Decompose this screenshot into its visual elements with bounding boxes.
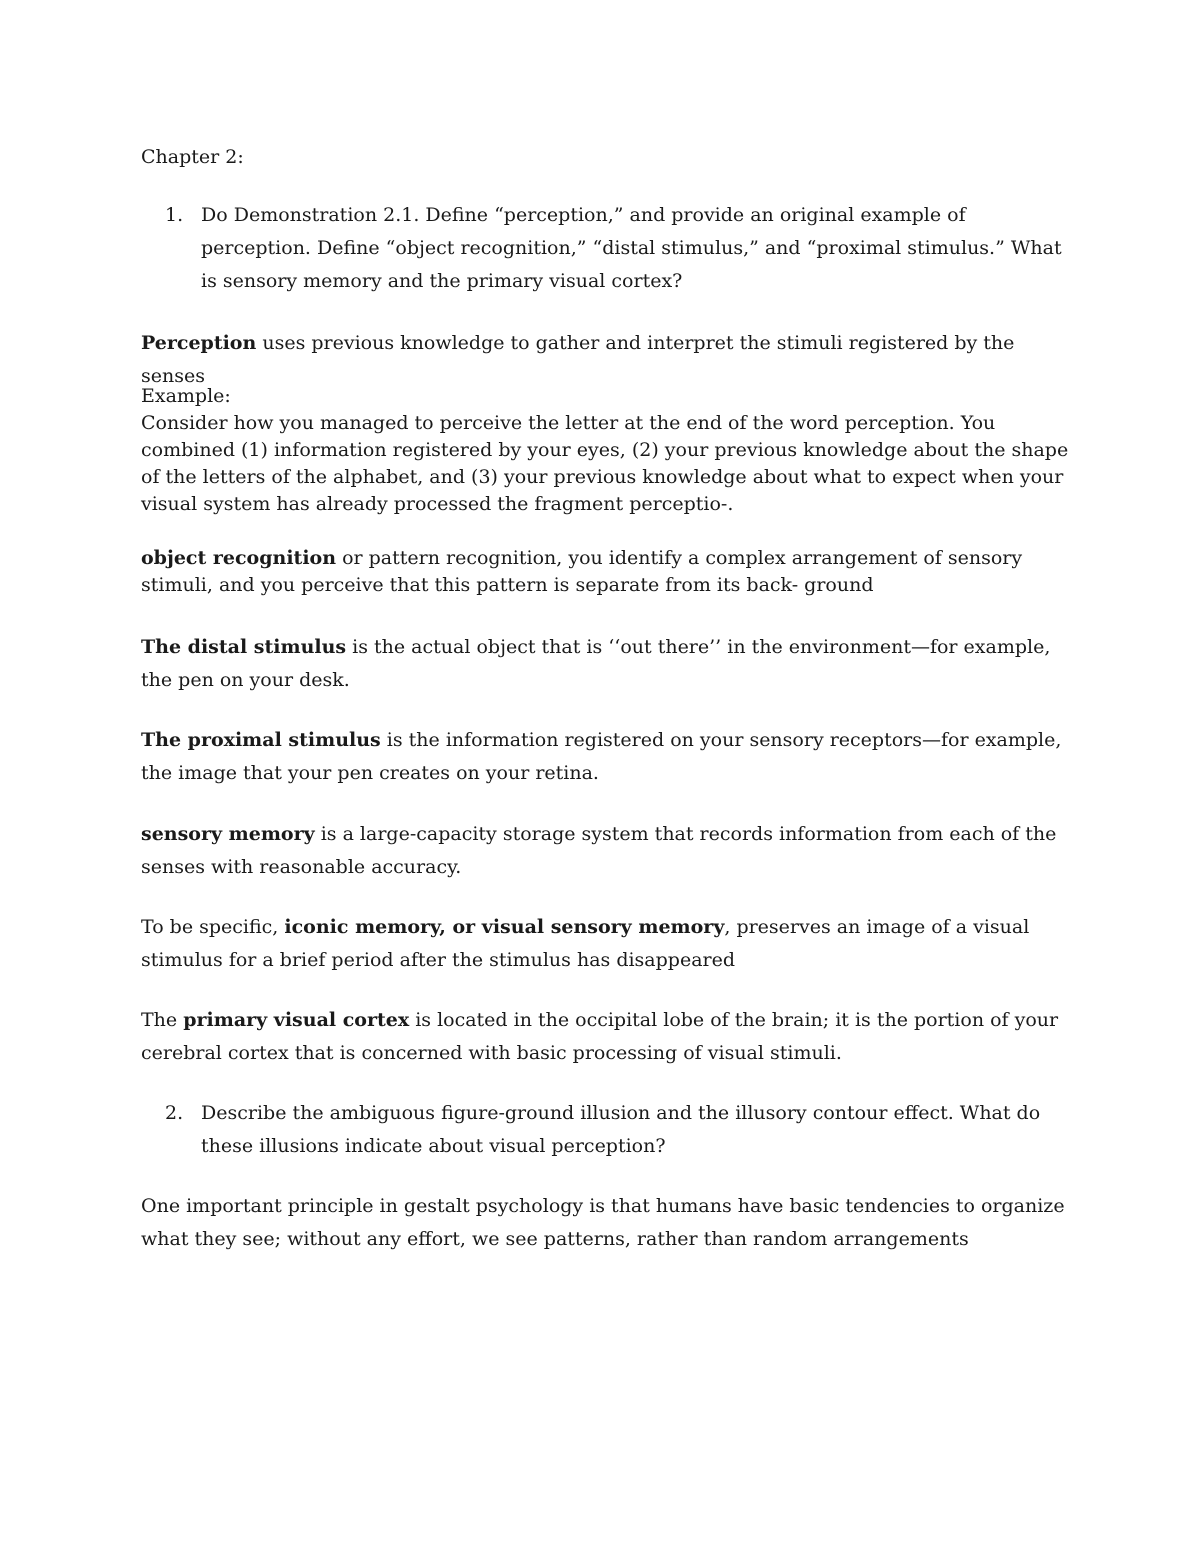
example-text: Consider how you managed to perceive the letter at the end of the word perception. You combined (1) information registered by your eyes, (2) your previous knowledge about the shape of the letters of the alphabet, and (3) your previous knowledge about what to expect when your visual system has already processed the fragment perceptio-. [141, 412, 1069, 515]
question-2 [141, 1097, 1071, 1163]
primary-visual-cortex-definition: is located in the occipital lobe of the brain; it is the portion of your cerebral cortex that is concerned with basic processing of visual stimuli. [141, 1009, 1059, 1064]
question-2-text: Describe the ambiguous figure-ground illusion and the illusory contour effect. What do these illusions indicate about visual perception? [201, 1102, 1041, 1157]
primary-visual-cortex-paragraph [141, 1004, 1071, 1070]
proximal-stimulus-definition: is the information registered on your sensory receptors—for example, the image that your pen creates on your retina. [141, 729, 1062, 784]
example-label: Example: [141, 385, 231, 407]
distal-stimulus-definition: is the actual object that is ‘‘out there’’ in the environment—for example, the pen on your desk. [141, 636, 1051, 691]
perception-term: Perception [141, 332, 257, 354]
question-1-number: 1. [165, 204, 184, 226]
object-recognition-definition: or pattern recognition, you identify a complex arrangement of sensory stimuli, and you perceive that this pattern is separate from its back- ground [141, 547, 1023, 596]
question-1-text: Do Demonstration 2.1. Define “perception,” and provide an original example of perception. Define “object recognition,” “distal stimulus,” and “proximal stimulus.” What is sensory memory and the primary visual cortex? [201, 204, 1062, 292]
distal-stimulus-paragraph [141, 631, 1071, 697]
primary-visual-cortex-prefix: The [141, 1009, 184, 1031]
primary-visual-cortex-term: primary visual cortex [183, 1009, 410, 1031]
iconic-memory-paragraph [141, 911, 1071, 977]
perception-definition: uses previous knowledge to gather and interpret the stimuli registered by the senses [141, 332, 1015, 387]
question-1 [141, 199, 1071, 298]
iconic-memory-definition: , preserves an image of a visual stimulus for a brief period after the stimulus has disappeared [141, 916, 1030, 971]
sensory-memory-term: sensory memory [141, 823, 315, 845]
iconic-memory-term: iconic memory, or visual sensory memory [284, 916, 725, 938]
example-paragraph [141, 383, 1071, 518]
distal-stimulus-term: The distal stimulus [141, 636, 347, 658]
object-recognition-term: object recognition [141, 547, 337, 569]
object-recognition-paragraph [141, 545, 1071, 599]
gestalt-paragraph: One important principle in gestalt psychology is that humans have basic tendencies to organize what they see; without any effort, we see patterns, rather than random arrangements [141, 1195, 1065, 1250]
proximal-stimulus-term: The proximal stimulus [141, 729, 381, 751]
chapter-heading: Chapter 2: [141, 146, 244, 168]
sensory-memory-paragraph [141, 818, 1071, 884]
proximal-stimulus-paragraph [141, 724, 1071, 790]
question-2-number: 2. [165, 1102, 184, 1124]
sensory-memory-definition: is a large-capacity storage system that records information from each of the senses with reasonable accuracy. [141, 823, 1057, 878]
iconic-memory-prefix: To be specific, [141, 916, 285, 938]
